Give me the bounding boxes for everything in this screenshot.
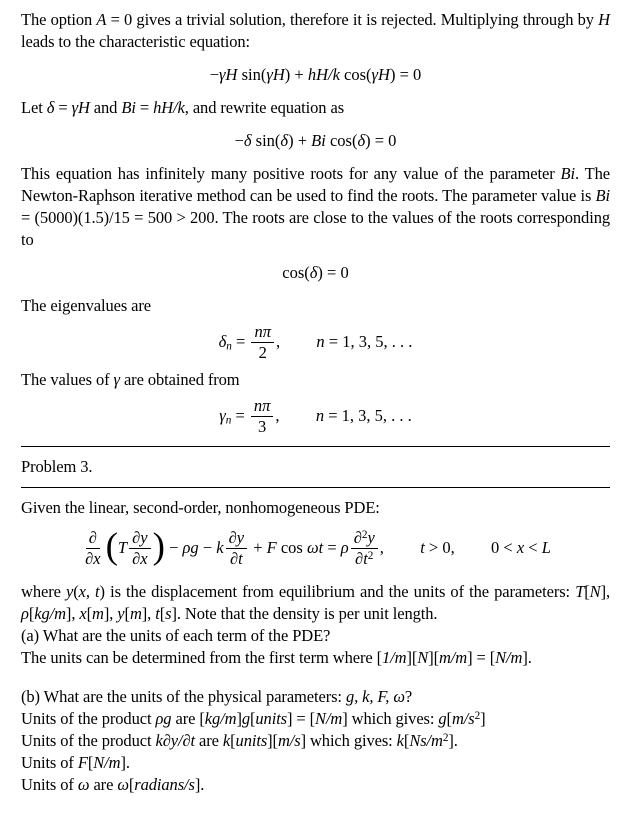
denominator bbox=[256, 343, 270, 362]
text-run: m/m bbox=[438, 647, 468, 667]
problem-heading: Problem 3. bbox=[21, 456, 93, 476]
text-run: Units of bbox=[21, 774, 78, 794]
text-run: δ bbox=[309, 263, 318, 282]
text-run: δ bbox=[357, 131, 366, 150]
text-run: A bbox=[96, 10, 107, 29]
text-run: [ bbox=[250, 708, 256, 728]
equation-delta-form bbox=[21, 130, 610, 152]
text-run: ] which gives: bbox=[300, 730, 397, 750]
numerator bbox=[86, 529, 100, 549]
text-run: ω bbox=[117, 774, 129, 794]
text-run: = bbox=[54, 98, 72, 117]
text-run: g bbox=[241, 708, 250, 728]
text-run: y bbox=[117, 603, 125, 623]
text-run: m bbox=[129, 603, 142, 623]
text-run: ∂ bbox=[88, 527, 97, 547]
text-run: y bbox=[367, 527, 375, 547]
text-run: ] which gives: bbox=[342, 708, 439, 728]
text-run: m/s bbox=[451, 708, 475, 728]
denominator bbox=[352, 549, 376, 568]
equation-characteristic bbox=[21, 64, 610, 86]
text-run: N bbox=[589, 581, 601, 601]
text-run: ]. bbox=[448, 730, 458, 750]
text-run: where bbox=[21, 581, 66, 601]
text-run: T bbox=[575, 581, 585, 601]
text-run: [ bbox=[87, 752, 94, 772]
text-run: x bbox=[79, 603, 87, 623]
text-run: y bbox=[65, 581, 74, 601]
text-run: = 1, 3, 5, . . . bbox=[324, 331, 413, 351]
text-run: [ bbox=[124, 603, 130, 623]
text-run: ρg bbox=[182, 537, 199, 557]
text-run: ∂y bbox=[228, 527, 245, 547]
text-run: cos( bbox=[339, 65, 372, 84]
text-run: ∂y bbox=[132, 527, 148, 547]
divider-bottom bbox=[21, 487, 610, 488]
answer-b-force bbox=[21, 752, 610, 774]
text-run: ]. bbox=[120, 752, 130, 772]
answer-b-omega bbox=[21, 774, 610, 796]
text-run: k bbox=[222, 730, 231, 750]
fraction bbox=[251, 397, 274, 437]
denominator bbox=[227, 549, 246, 568]
text-run: ( bbox=[73, 581, 79, 601]
text-run: ], bbox=[65, 603, 80, 623]
text-run: m/s bbox=[277, 730, 301, 750]
text-run: ] bbox=[236, 708, 242, 728]
paragraph-eigenvalues-intro bbox=[21, 295, 610, 317]
equation-cos-delta bbox=[21, 262, 610, 284]
text-run: [ bbox=[86, 603, 93, 623]
text-run: 2 bbox=[474, 709, 481, 722]
text-run: t bbox=[155, 603, 160, 623]
text-run: N bbox=[417, 647, 429, 667]
paragraph-intro bbox=[21, 9, 610, 53]
text-run: ) bbox=[152, 525, 165, 567]
numerator bbox=[129, 529, 150, 549]
text-run: = 0 gives a trivial solution, therefore it is rejected. Multiplying through by bbox=[106, 10, 599, 29]
text-run: are bbox=[89, 774, 118, 794]
text-run: γH bbox=[219, 65, 238, 84]
text-run: The option bbox=[21, 10, 97, 29]
text-run: 3 bbox=[258, 417, 267, 437]
text-run: Let bbox=[21, 98, 47, 117]
text-run: ] bbox=[480, 708, 486, 728]
text-run: Units of bbox=[21, 752, 78, 772]
text-run: cos( bbox=[282, 263, 310, 282]
text-run: (a) What are the units of each term of the PDE? bbox=[21, 625, 331, 645]
text-run: = bbox=[231, 405, 249, 425]
text-run: ] = [ bbox=[287, 708, 316, 728]
text-run: − bbox=[198, 537, 217, 557]
text-run: are [ bbox=[171, 708, 205, 728]
text-run: ] = [ bbox=[467, 647, 496, 667]
text-run: [ bbox=[446, 708, 452, 728]
fraction bbox=[251, 323, 274, 363]
text-run: = bbox=[231, 331, 250, 351]
text-run: m bbox=[92, 603, 104, 623]
text-run: ωt bbox=[306, 537, 324, 557]
text-run: ], bbox=[103, 603, 118, 623]
text-run: ) = 0 bbox=[317, 263, 349, 282]
text-run: ]. Note that the density is per unit length. bbox=[171, 603, 438, 623]
text-run: F bbox=[266, 537, 277, 557]
answer-a bbox=[21, 647, 610, 669]
text-run: units bbox=[255, 708, 287, 728]
text-run: ) = 0 bbox=[389, 65, 422, 84]
text-run: = 1, 3, 5, . . . bbox=[324, 405, 412, 425]
text-run: [ bbox=[230, 730, 236, 750]
text-run: δ bbox=[218, 331, 227, 351]
text-run: Bi bbox=[311, 131, 326, 150]
text-run: are bbox=[195, 730, 223, 750]
text-run: The values of bbox=[21, 369, 114, 389]
text-run: − bbox=[209, 65, 220, 84]
text-run: 1/m bbox=[382, 647, 407, 667]
text-run: and bbox=[89, 98, 122, 117]
text-run: leads to the characteristic equation: bbox=[21, 32, 251, 51]
divider-top bbox=[21, 446, 610, 447]
text-run: ) = 0 bbox=[365, 131, 397, 150]
text-run: k∂y/∂t bbox=[155, 730, 195, 750]
text-run: δ bbox=[46, 98, 55, 117]
text-run: [ bbox=[584, 581, 590, 601]
text-run: k bbox=[216, 537, 224, 557]
text-run: ]. bbox=[194, 774, 205, 794]
text-run: k bbox=[396, 730, 404, 750]
text-run: Ns/m bbox=[409, 730, 443, 750]
text-run: Bi bbox=[560, 164, 575, 183]
denominator bbox=[129, 549, 150, 568]
text-run: ], bbox=[600, 581, 610, 601]
text-run: nπ bbox=[253, 395, 271, 415]
text-run: , bbox=[275, 405, 280, 425]
text-run: x, t bbox=[78, 581, 100, 601]
text-run: cos( bbox=[325, 131, 358, 150]
text-run: n bbox=[316, 331, 325, 351]
text-run: γH bbox=[71, 98, 90, 117]
text-run: The units can be determined from the first term where [ bbox=[21, 647, 383, 667]
text-run: γ bbox=[113, 369, 120, 389]
equation-eigenvalues bbox=[21, 323, 610, 363]
answer-b-damping bbox=[21, 730, 610, 752]
paragraph-where-units bbox=[21, 581, 610, 625]
numerator bbox=[226, 529, 247, 549]
equation-gamma-values bbox=[21, 397, 610, 437]
text-run: 2 bbox=[442, 731, 449, 744]
text-run: ]. bbox=[522, 647, 532, 667]
text-run: are obtained from bbox=[119, 369, 240, 389]
text-run: radians/s bbox=[134, 774, 195, 794]
question-a bbox=[21, 625, 610, 647]
text-run: n bbox=[315, 405, 325, 425]
text-run: sin( bbox=[237, 65, 267, 84]
text-run: ][ bbox=[267, 730, 278, 750]
text-run: (b) What are the units of the physical parameters: bbox=[21, 686, 346, 706]
text-run: ( bbox=[105, 525, 118, 567]
question-b bbox=[21, 686, 610, 708]
text-run: N/m bbox=[315, 708, 343, 728]
text-run: γ bbox=[219, 405, 226, 425]
text-run: ) is the displacement from equilibrium and the units of the parameters: bbox=[99, 581, 576, 601]
text-run: T bbox=[117, 537, 128, 557]
text-run: units bbox=[235, 730, 268, 750]
text-run: ) + bbox=[288, 131, 312, 150]
text-run: γH bbox=[371, 65, 390, 84]
text-run: > 0, bbox=[424, 537, 455, 557]
text-run: n bbox=[226, 340, 232, 353]
denominator bbox=[82, 549, 103, 568]
paragraph-substitution bbox=[21, 97, 610, 119]
text-run: [ bbox=[128, 774, 135, 794]
text-run: δ bbox=[280, 131, 289, 150]
text-run: . The Newton-Raphson iterative method can be used to find the roots. The parameter value is bbox=[21, 164, 611, 205]
text-run: Units of the product bbox=[21, 708, 156, 728]
answer-b-rho-g bbox=[21, 708, 610, 730]
text-run: t bbox=[420, 537, 425, 557]
text-run: nπ bbox=[254, 322, 271, 341]
text-run: ρ bbox=[21, 603, 29, 623]
text-run: x bbox=[516, 537, 525, 557]
text-run: hH/k bbox=[153, 98, 185, 117]
text-run: ][ bbox=[428, 647, 439, 667]
text-run: ρ bbox=[340, 537, 349, 557]
text-run: n bbox=[225, 414, 232, 427]
text-run: − bbox=[234, 131, 244, 150]
text-run: = bbox=[135, 98, 154, 117]
text-run: , bbox=[379, 537, 384, 557]
numerator bbox=[251, 397, 274, 417]
text-run: [ bbox=[403, 730, 410, 750]
text-run: Bi bbox=[121, 98, 136, 117]
text-run: ∂t bbox=[355, 549, 368, 569]
text-run: ∂x bbox=[85, 549, 101, 569]
fraction bbox=[351, 529, 378, 569]
text-run: kg/m bbox=[34, 603, 66, 623]
text-run: ω bbox=[77, 774, 90, 794]
text-run: ∂ bbox=[353, 527, 362, 547]
numerator bbox=[351, 529, 378, 549]
text-run: δ bbox=[243, 131, 252, 150]
text-run: kg/m bbox=[204, 708, 237, 728]
equation-pde bbox=[21, 525, 610, 569]
text-run: ? bbox=[404, 686, 413, 706]
text-run: = bbox=[323, 537, 341, 557]
text-run: , bbox=[276, 331, 281, 351]
text-run: ][ bbox=[406, 647, 418, 667]
text-run: ) + bbox=[284, 65, 308, 84]
text-run: [ bbox=[28, 603, 35, 623]
text-run: < bbox=[524, 537, 542, 557]
text-run: ρg bbox=[155, 708, 172, 728]
text-run: g bbox=[438, 708, 447, 728]
text-run: The eigenvalues are bbox=[21, 296, 152, 315]
text-run: ∂t bbox=[229, 549, 243, 569]
fraction bbox=[226, 529, 247, 569]
text-run: hH/k bbox=[307, 65, 340, 84]
text-run: L bbox=[541, 537, 551, 557]
text-run: This equation has infinitely many positive roots for any value of the parameter bbox=[21, 164, 561, 183]
text-run: , and rewrite equation as bbox=[184, 98, 345, 117]
paragraph-gamma-intro bbox=[21, 369, 610, 391]
text-run: N/m bbox=[495, 647, 523, 667]
paragraph-pde-intro bbox=[21, 497, 610, 519]
text-run: cos bbox=[276, 537, 307, 557]
text-run: 0 < bbox=[491, 537, 517, 557]
text-run: ], bbox=[141, 603, 156, 623]
text-run: 2 bbox=[367, 550, 374, 563]
text-run: [ bbox=[159, 603, 166, 623]
paragraph-roots bbox=[21, 163, 610, 251]
text-run: g, k, F, ω bbox=[345, 686, 405, 706]
text-run: Bi bbox=[595, 186, 610, 205]
text-run: = (5000)(1.5)/15 = 500 > 200. The roots are close to the values of the roots corresponding to bbox=[21, 208, 610, 249]
text-run: s bbox=[165, 603, 172, 623]
text-run: Units of the product bbox=[21, 730, 156, 750]
text-run: sin( bbox=[251, 131, 281, 150]
text-run: 2 bbox=[258, 343, 267, 363]
text-run: F bbox=[77, 752, 88, 772]
text-run: ∂x bbox=[132, 549, 148, 569]
text-run: N/m bbox=[93, 752, 121, 772]
text-run: H bbox=[598, 10, 610, 29]
text-run: + bbox=[249, 537, 267, 557]
text-run: 2 bbox=[361, 528, 368, 541]
fraction bbox=[129, 529, 150, 569]
fraction bbox=[82, 529, 103, 569]
text-run: Given the linear, second-order, nonhomogeneous PDE: bbox=[21, 497, 380, 517]
denominator bbox=[255, 417, 269, 436]
numerator bbox=[251, 323, 274, 343]
text-run: − bbox=[164, 537, 183, 557]
text-run: γH bbox=[266, 65, 285, 84]
